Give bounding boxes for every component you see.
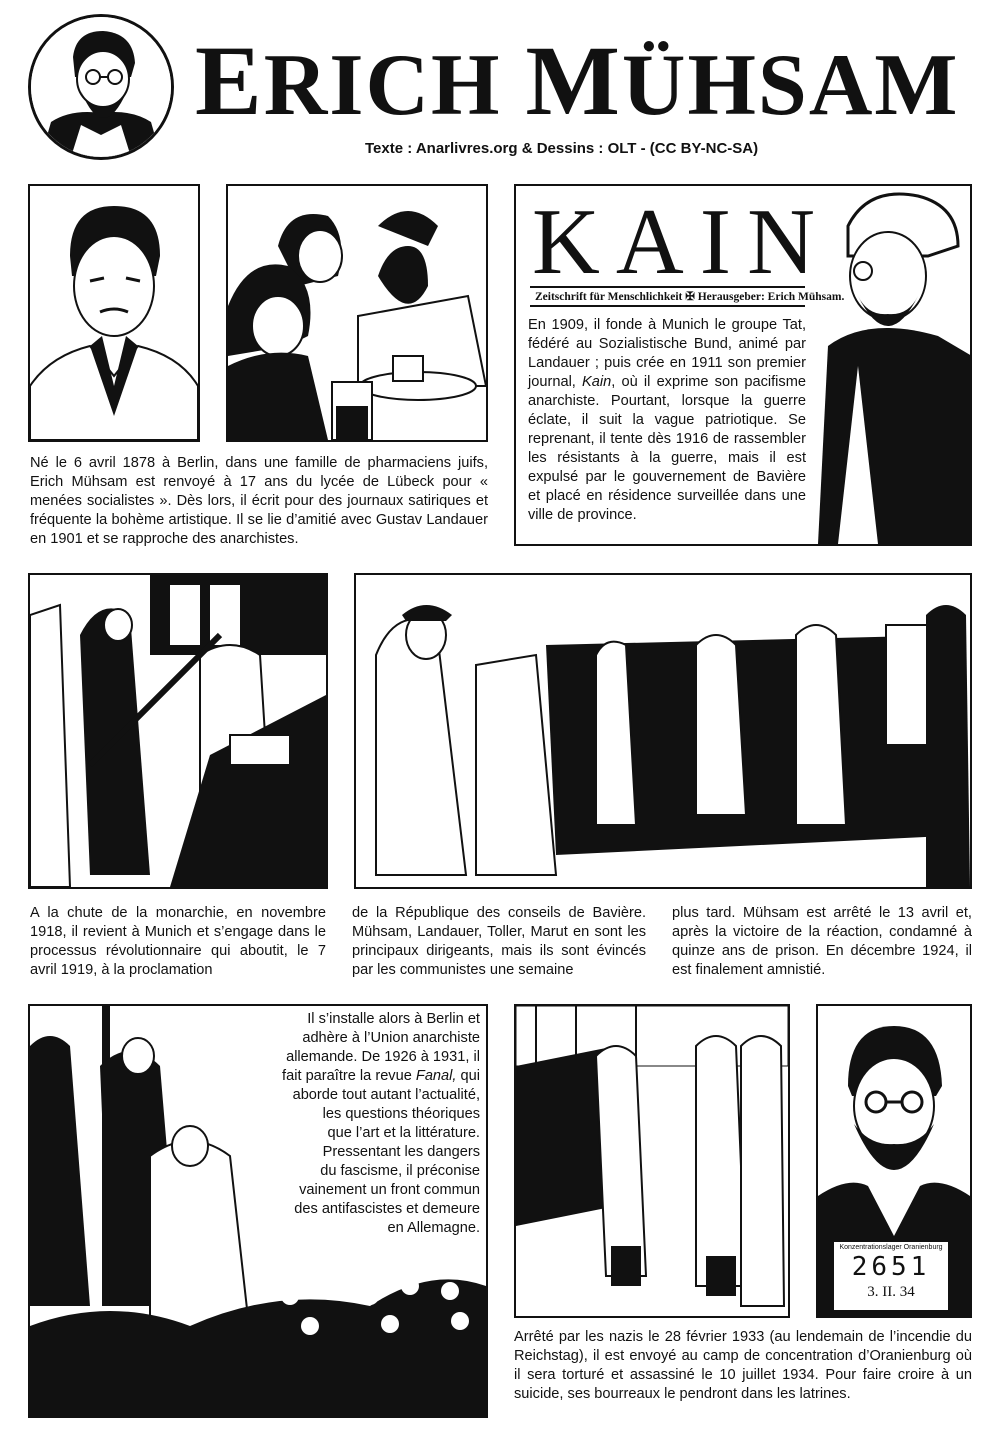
credits-line: Texte : Anarlivres.org & Dessins : OLT - (CC BY-NC-SA) bbox=[365, 140, 759, 157]
kain-rule-top bbox=[530, 286, 805, 288]
final-paragraph: Arrêté par les nazis le 28 février 1933 (au lendemain de l’incendie du Reichstag), il est envoyé au camp de concentration d’Oranienburg où il sera torturé et assassiné le 10 juillet 1934. Pour faire croire à un suicide, ses bourreaux le pendront dans les latrines. bbox=[514, 1329, 972, 1402]
page-title: ERICH MÜHSAM bbox=[195, 25, 960, 136]
revolution-text-col-2: de la République des conseils de Bavière. Mühsam, Landauer, Toller, Marut en sont les principaux dirigeants, mais ils sont évincés par les communistes une semaine bbox=[352, 905, 646, 978]
header-portrait-medallion bbox=[28, 14, 174, 160]
kain-subtitle: Zeitschrift für Menschlichkeit ✠ Herausgeber: Erich Mühsam. bbox=[535, 291, 845, 303]
panel-revolutionaries-with-rifles bbox=[28, 573, 328, 889]
revolution-text-col-1: A la chute de la monarchie, en novembre 1918, il revient à Munich et s’engage dans le processus révolutionnaire qui aboutit, le 7 avril 1919, à la proclamation bbox=[30, 905, 326, 978]
panel-crowd-in-street bbox=[354, 573, 972, 889]
kain-paragraph: En 1909, il fonde à Munich le groupe Tat, fédéré au Sozialistische Bund, animé par Landauer ; puis crée en 1911 son premier journal, Kain, où il exprime son pacifisme anarchiste. Pourtant, lorsque la guerre éclate, il suit la vague patriotique. Se reprenant, il tente dès 1916 de rassembler les résistants à la guerre, mais il est expulsé par le gouvernement de Bavière et placé en résidence surveillée dans une ville de province. bbox=[528, 317, 806, 523]
mugshot-placard-label: Konzentrationslager Oranienburg bbox=[839, 1244, 943, 1251]
panel-cafe-scene bbox=[226, 184, 488, 442]
intro-paragraph: Né le 6 avril 1878 à Berlin, dans une famille de pharmaciens juifs, Erich Mühsam est renvoyé à 17 ans du lycée de Lübeck pour « menées socialistes ». Dès lors, il écrit pour des journaux satiriques et fréquente la bohème artistique. Il se lie d’amitié avec Gustav Landauer en 1901 et se rapproche des anarchistes. bbox=[30, 455, 488, 547]
kain-masthead: KAIN bbox=[532, 190, 831, 294]
berlin-paragraph: Il s’installe alors à Berlin et adhère à l’Union anarchiste allemande. De 1926 à 1931, il fait paraître la revue Fanal, qui aborde tout autant l’actualité, les questions théoriques que l’art et la littérature. Pressentant les dangers du fascisme, il préconise vainement un front commun des antifascistes et demeure en Allemagne. bbox=[282, 1011, 480, 1236]
revolution-text-col-3: plus tard. Mühsam est arrêté le 13 avril et, après la victoire de la réaction, condamné à quinze ans de prison. En décembre 1924, il est finalement amnistié. bbox=[672, 905, 972, 978]
mugshot-number: 2651 bbox=[851, 1252, 931, 1282]
kain-rule-bottom bbox=[530, 305, 805, 307]
mugshot-placard bbox=[832, 1240, 950, 1312]
panel-young-muhsam-portrait bbox=[28, 184, 200, 442]
mugshot-date: 3. II. 34 bbox=[867, 1284, 915, 1300]
panel-nazi-arrest bbox=[514, 1004, 790, 1318]
